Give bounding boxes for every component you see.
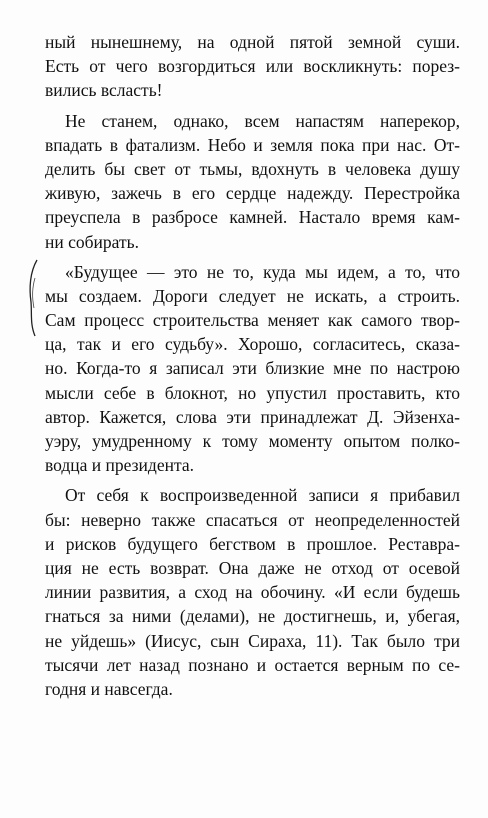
text-line: Сам процесс строительства меняет как самого твор-	[45, 310, 460, 331]
text-line: годня и навсегда.	[45, 678, 173, 699]
text-line: ный нынешнему, на одной пятой земной суши.	[45, 32, 460, 52]
body-text	[45, 30, 460, 707]
text-line: живую, зажечь в его сердце надежду. Перестройка	[45, 183, 460, 204]
text-line: гнаться за ними (делами), не достигнешь, и, убегая,	[45, 606, 460, 627]
text-line: мы создаем. Дороги следует не искать, а строить.	[45, 285, 460, 306]
handwritten-margin-bracket	[26, 258, 40, 338]
text-line: и рисков будущего бегством в прошлое. Реставра-	[45, 533, 460, 554]
text-line: но. Когда-то я записал эти близкие мне по настрою	[45, 358, 460, 379]
text-line: «Будущее — это не то, куда мы идем, а то, что	[65, 261, 460, 282]
text-line: ца, так и его судьбу». Хорошо, согласитесь, сказа-	[45, 334, 460, 355]
text-line: водца и президента.	[45, 455, 194, 476]
text-line: тысячи лет назад познано и остается верным по се-	[45, 654, 460, 675]
text-line: ни собирать.	[45, 231, 139, 252]
text-line: впадать в фатализм. Небо и земля пока при нас. От-	[45, 134, 460, 155]
text-line: Есть от чего возгордиться или воскликнуть: порез-	[45, 56, 460, 77]
paragraph-4	[45, 483, 460, 701]
text-line: автор. Кажется, слова эти принадлежат Д. Эйзенха-	[45, 406, 460, 427]
text-line: мысли себе в блокнот, но упустил проставить, кто	[45, 382, 460, 403]
text-line: ция не есть возврат. Она даже не отход от осевой	[45, 557, 460, 578]
text-line: линии развития, а сход на обочину. «И если будешь	[45, 582, 460, 603]
text-line: От себя к воспроизведенной записи я прибавил	[65, 485, 460, 506]
text-line: вились всласть!	[45, 80, 163, 101]
text-line: не уйдешь» (Иисус, сын Сираха, 11). Так было три	[45, 630, 460, 651]
text-line: Не станем, однако, всем напастям наперекор,	[65, 110, 460, 131]
text-line: уэру, умудренному к тому моменту опытом полко-	[45, 431, 460, 451]
text-line: делить бы свет от тьмы, вдохнуть в человека душу	[45, 158, 460, 179]
text-line: преуспела в разбросе камней. Настало время кам-	[45, 207, 460, 228]
paragraph-3	[45, 260, 460, 478]
paragraph-1	[45, 30, 460, 103]
text-line: бы: неверно также спасаться от неопределенностей	[45, 509, 460, 530]
paragraph-2	[45, 109, 460, 254]
